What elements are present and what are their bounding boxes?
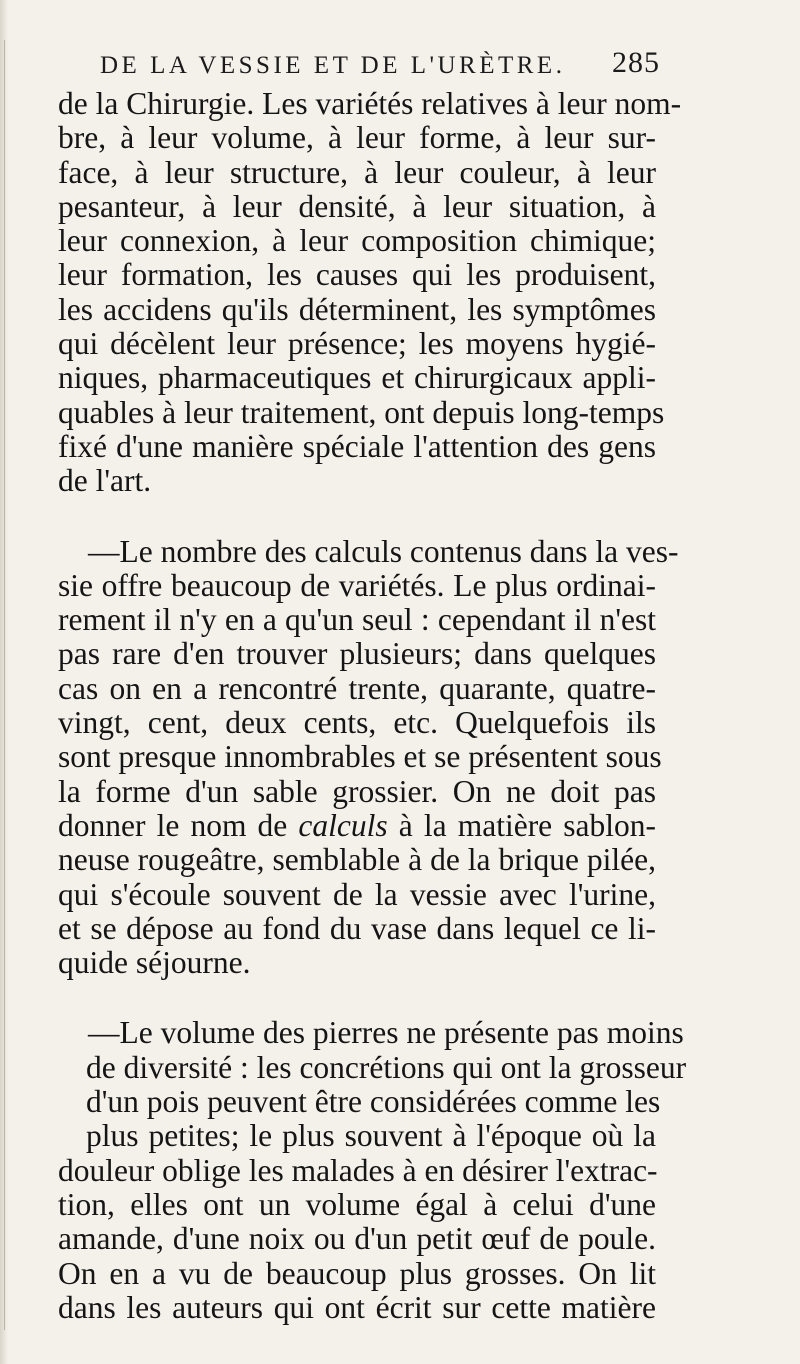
paragraph-3 (58, 1015, 687, 1325)
paragraph-1 (58, 86, 682, 499)
text-fragment: à la matière sablon- (398, 807, 657, 843)
text-line: pesanteur, à leur densité, à leur situation, à (58, 188, 656, 224)
text-line: pas rare d'en trouver plusieurs; dans quelques (58, 636, 656, 672)
text-line: quables à leur traitement, ont depuis long-temps (58, 394, 665, 430)
text-line: qui s'écoule souvent de la vessie avec l'urine, (58, 876, 656, 912)
italic-term: calculs (298, 807, 388, 843)
page-number: 285 (612, 46, 660, 79)
text-line: leur connexion, à leur composition chimique; (58, 223, 656, 259)
gutter-shadow-line (4, 40, 5, 1330)
text-line-with-italic (58, 809, 656, 843)
text-line: de l'art. (58, 463, 152, 499)
text-line: bre, à leur volume, à leur forme, à leur sur- (58, 120, 656, 156)
text-line: douleur oblige les malades à en désirer l'extrac- (58, 1152, 658, 1188)
paragraph-gap (58, 980, 656, 1016)
text-line: —Le nombre des calculs contenus dans la ves- (88, 533, 679, 569)
text-line: On en a vu de beaucoup plus grosses. On lit (58, 1255, 656, 1291)
text-line: niques, pharmaceutiques et chirurgicaux appli- (58, 360, 656, 396)
text-line: les accidens qu'ils déterminent, les symptômes (58, 291, 656, 327)
text-line: tion, elles ont un volume égal à celui d'une (58, 1186, 656, 1222)
running-head-title: DE LA VESSIE ET DE L'URÈTRE. (100, 52, 566, 79)
text-line: plus petites; le plus souvent à l'époque où la (86, 1118, 656, 1154)
body-text (58, 86, 687, 1325)
text-line: quide séjourne. (58, 945, 251, 981)
text-line: sie offre beaucoup de variétés. Le plus ordinai- (58, 567, 656, 603)
text-line: —Le volume des pierres ne présente pas moins (88, 1015, 684, 1051)
text-line: et se dépose au fond du vase dans lequel ce li- (58, 910, 656, 946)
text-line: dans les auteurs qui ont écrit sur cette matière (58, 1289, 656, 1325)
text-line: neuse rougeâtre, semblable à de la brique pilée, (58, 842, 656, 878)
text-line: sont presque innombrables et se présentent sous (58, 739, 662, 775)
paragraph-gap (58, 499, 656, 535)
text-line: de diversité : les concrétions qui ont la grosseur (86, 1049, 687, 1085)
text-line: fixé d'une manière spéciale l'attention des gens (58, 428, 656, 464)
text-line: amande, d'une noix ou d'un petit œuf de poule. (58, 1221, 656, 1257)
text-line: rement il n'y en a qu'un seul : cependant il n'est (58, 602, 656, 638)
text-line: d'un pois peuvent être considérées comme les (86, 1084, 661, 1120)
text-line: face, à leur structure, à leur couleur, à leur (58, 154, 656, 190)
text-line: vingt, cent, deux cents, etc. Quelquefois ils (58, 705, 656, 741)
text-line: de la Chirurgie. Les variétés relatives à leur nom- (58, 86, 682, 121)
paragraph-2 (58, 533, 679, 981)
text-line: cas on en a rencontré trente, quarante, quatre- (58, 670, 656, 706)
text-line: la forme d'un sable grossier. On ne doit pas (58, 773, 656, 809)
text-line: qui décèlent leur présence; les moyens hygié- (58, 326, 656, 362)
text-fragment: donner le nom de (58, 807, 288, 843)
text-line: leur formation, les causes qui les produisent, (58, 257, 656, 293)
